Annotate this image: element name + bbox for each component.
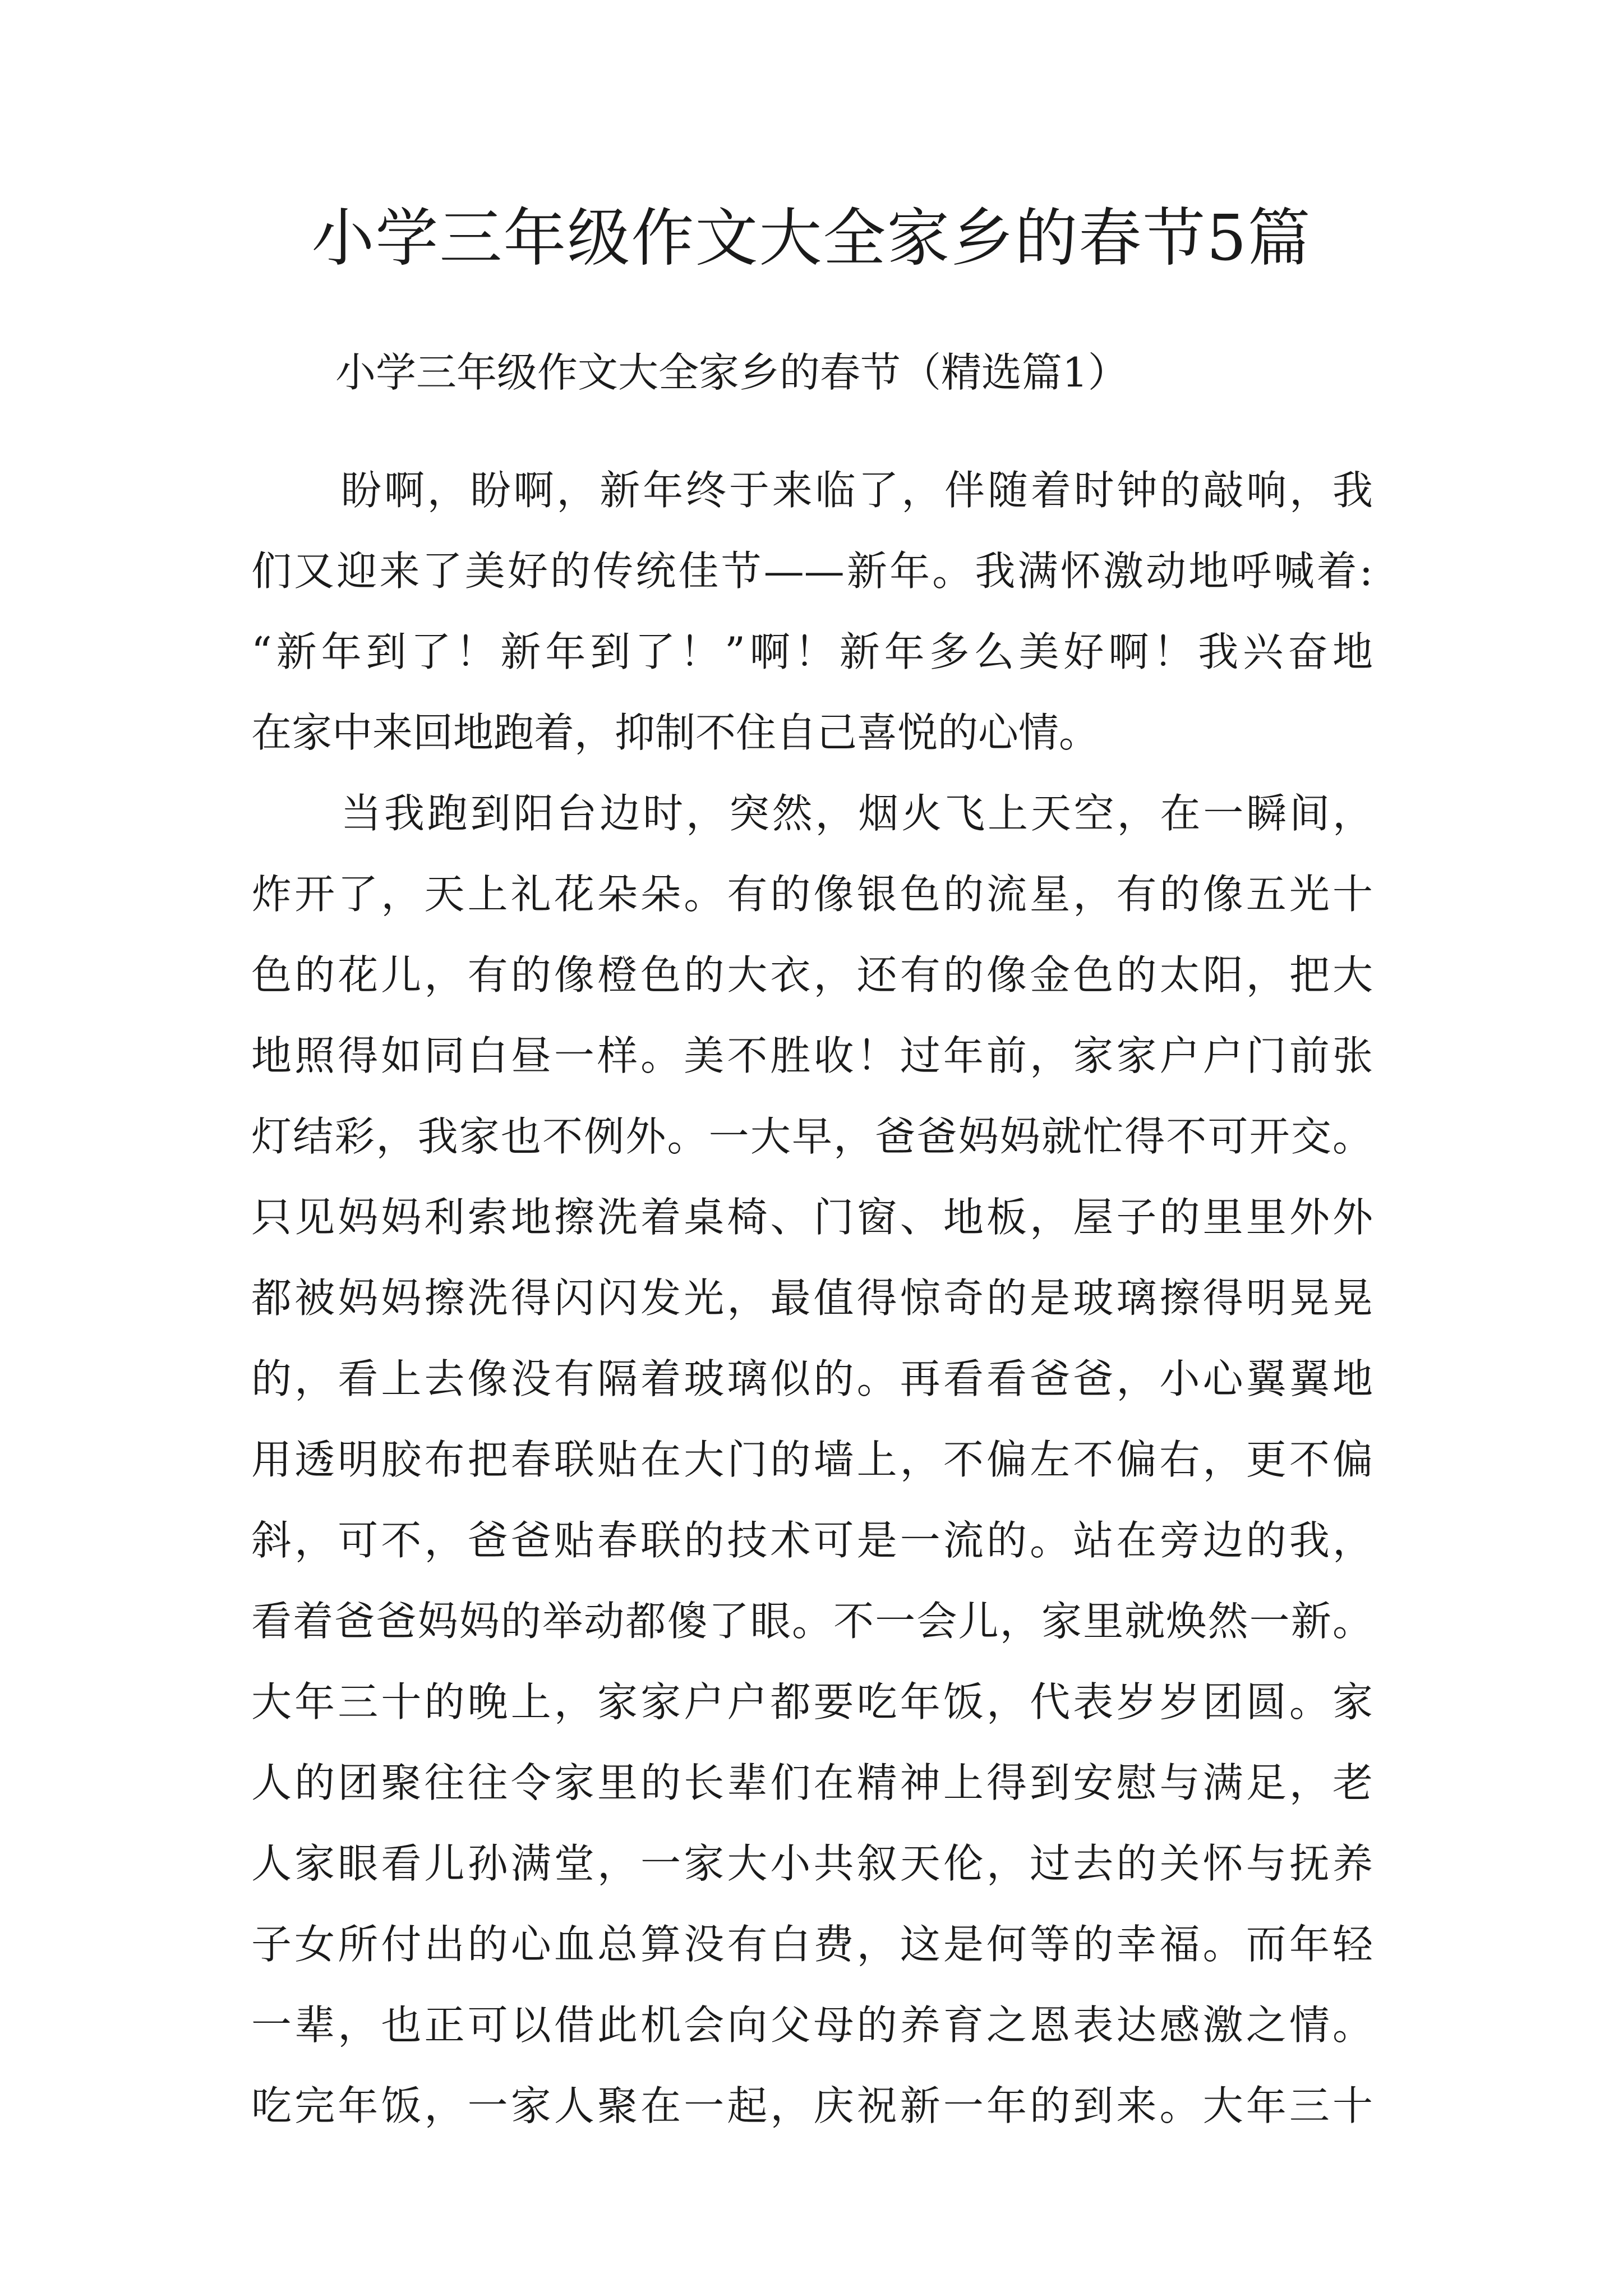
paragraph-line: 的，看上去像没有隔着玻璃似的。再看看爸爸，小心翼翼地 xyxy=(251,1355,1373,1402)
paragraph-line: 色的花儿，有的像橙色的大衣，还有的像金色的太阳，把大 xyxy=(251,951,1373,999)
paragraph-line: 灯结彩，我家也不例外。一大早，爸爸妈妈就忙得不可开交。 xyxy=(251,1113,1373,1160)
paragraph-line: 一辈，也正可以借此机会向父母的养育之恩表达感激之情。 xyxy=(251,2001,1373,2049)
paragraph-line: 人的团聚往往令家里的长辈们在精神上得到安慰与满足，老 xyxy=(251,1759,1373,1806)
paragraph-line: 地照得如同白昼一样。美不胜收！过年前，家家户户门前张 xyxy=(251,1032,1373,1079)
paragraph-line: 炸开了，天上礼花朵朵。有的像银色的流星，有的像五光十 xyxy=(251,871,1373,918)
paragraph-line: 都被妈妈擦洗得闪闪发光，最值得惊奇的是玻璃擦得明晃晃 xyxy=(251,1274,1373,1322)
paragraph-line: 们又迎来了美好的传统佳节——新年。我满怀激动地呼喊着: xyxy=(251,547,1373,595)
paragraph-line: 在家中来回地跑着，抑制不住自己喜悦的心情。 xyxy=(251,709,1100,756)
paragraph-line: 斜，可不，爸爸贴春联的技术可是一流的。站在旁边的我， xyxy=(251,1517,1373,1564)
section-heading: 小学三年级作文大全家乡的春节（精选篇1） xyxy=(335,349,1128,396)
paragraph-line: 大年三十的晚上，家家户户都要吃年饭，代表岁岁团圆。家 xyxy=(251,1678,1373,1726)
paragraph-line: 只见妈妈利索地擦洗着桌椅、门窗、地板，屋子的里里外外 xyxy=(251,1194,1373,1241)
paragraph-line: 子女所付出的心血总算没有白费，这是何等的幸福。而年轻 xyxy=(251,1921,1373,1968)
document-body xyxy=(251,450,1373,2146)
paragraph-line: 用透明胶布把春联贴在大门的墙上，不偏左不偏右，更不偏 xyxy=(251,1436,1373,1483)
paragraph-line: 吃完年饭，一家人聚在一起，庆祝新一年的到来。大年三十 xyxy=(251,2082,1373,2129)
paragraph-line: 盼啊，盼啊，新年终于来临了，伴随着时钟的敲响，我 xyxy=(341,467,1373,514)
paragraph-line: 当我跑到阳台边时，突然，烟火飞上天空，在一瞬间， xyxy=(341,790,1373,837)
paragraph-line: 人家眼看儿孙满堂，一家大小共叙天伦，过去的关怀与抚养 xyxy=(251,1840,1373,1887)
document-title: 小学三年级作文大全家乡的春节5篇 xyxy=(311,202,1312,275)
paragraph-line: “新年到了！新年到了！”啊！新年多么美好啊！我兴奋地 xyxy=(251,628,1373,675)
paragraph-line: 看着爸爸妈妈的举动都傻了眼。不一会儿，家里就焕然一新。 xyxy=(251,1598,1373,1645)
